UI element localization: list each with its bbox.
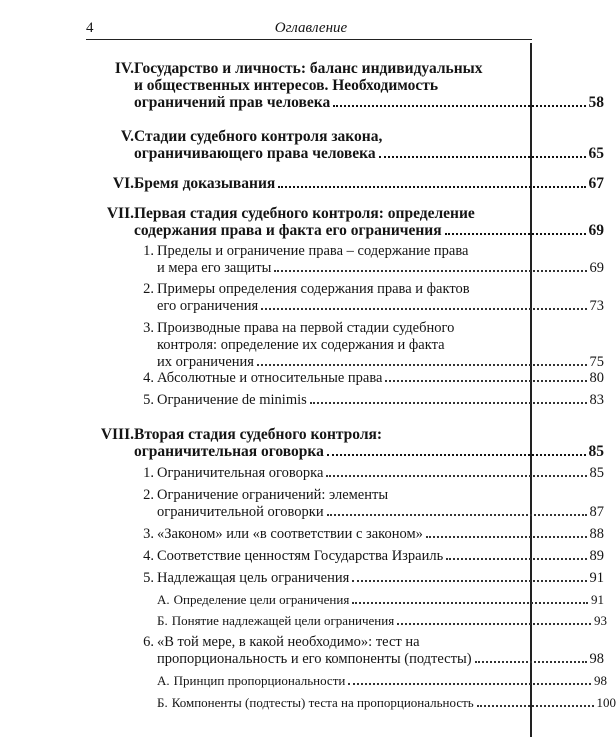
toc-section-8-5[interactable]	[134, 570, 604, 587]
dot-leader	[348, 683, 591, 685]
dot-leader	[261, 308, 586, 310]
subsection-title: Компоненты (подтесты) теста на пропорциональность	[171, 695, 474, 710]
toc-subsection-8-5-a[interactable]	[157, 592, 604, 608]
page-ref: 88	[589, 526, 604, 542]
chapter-title-line: ограничивающего права человека	[134, 145, 376, 162]
page-ref: 58	[588, 94, 604, 111]
toc-section-8-3[interactable]	[134, 526, 604, 543]
toc-subsection-8-6-a[interactable]	[157, 673, 607, 689]
chapter-title-line: Бремя доказывания	[134, 175, 276, 192]
dot-leader	[385, 380, 586, 382]
toc-section-8-2[interactable]	[134, 487, 604, 521]
dot-leader	[475, 661, 587, 663]
section-number: 2.	[143, 281, 154, 297]
section-title-line: контроля: определение их содержания и факта	[157, 337, 445, 353]
section-number: 5.	[143, 570, 154, 586]
section-title-line: Ограничение de minimis	[157, 392, 307, 408]
section-title-line: Ограничение ограничений: элементы	[157, 487, 389, 503]
subsection-title: Понятие надлежащей цели ограничения	[171, 613, 395, 628]
section-number: 1.	[143, 243, 154, 259]
dot-leader	[477, 705, 594, 707]
toc-section-7-3[interactable]	[134, 320, 604, 371]
dot-leader	[426, 536, 587, 538]
section-number: 1.	[143, 465, 154, 481]
subsection-title: Принцип пропорциональности	[173, 673, 346, 688]
section-title-line: Производные права на первой стадии судебного	[157, 320, 455, 336]
dot-leader	[257, 364, 587, 366]
chapter-number: VII.	[106, 205, 134, 222]
dot-leader	[278, 186, 585, 188]
section-title-line: Надлежащая цель ограничения	[157, 570, 350, 586]
subsection-title: Определение цели ограничения	[173, 592, 350, 607]
subsection-letter: Б.	[157, 695, 168, 710]
chapter-title-line: Стадии судебного контроля закона,	[134, 128, 383, 145]
dot-leader	[445, 233, 586, 235]
page-ref: 83	[589, 392, 604, 408]
page-header	[86, 14, 536, 36]
dot-leader	[310, 402, 587, 404]
chapter-title-line: ограничительная оговорка	[134, 443, 324, 460]
section-title-line: Абсолютные и относительные права	[157, 370, 383, 386]
toc-chapter-7[interactable]	[86, 205, 604, 241]
chapter-title-line: Первая стадия судебного контроля: определение	[134, 205, 475, 222]
toc-subsection-8-6-b[interactable]	[157, 695, 616, 711]
toc-section-8-4[interactable]	[134, 548, 604, 565]
section-title-line: их ограничения	[157, 354, 254, 370]
section-number: 4.	[143, 370, 154, 386]
page-ref: 85	[589, 465, 604, 481]
toc-section-7-5[interactable]	[134, 392, 604, 409]
section-title-line: ограничительной оговорки	[157, 504, 324, 520]
page-ref: 93	[594, 613, 607, 628]
toc-section-8-6[interactable]	[134, 634, 604, 668]
toc-chapter-5[interactable]	[86, 128, 604, 164]
page-ref: 69	[589, 260, 604, 276]
section-title-line: Примеры определения содержания права и фактов	[157, 281, 470, 297]
section-title-line: Соответствие ценностям Государства Израиль	[157, 548, 444, 564]
subsection-letter: А.	[157, 592, 170, 607]
section-title-line: его ограничения	[157, 298, 259, 314]
page-ref: 91	[589, 570, 604, 586]
dot-leader	[397, 623, 591, 625]
section-title-line: «В той мере, в какой необходимо»: тест на	[157, 634, 420, 650]
page-ref: 100	[596, 695, 616, 710]
page-ref: 89	[589, 548, 604, 564]
chapter-number: VIII.	[100, 426, 134, 443]
section-number: 4.	[143, 548, 154, 564]
section-number: 2.	[143, 487, 154, 503]
chapter-title-line: ограничений прав человека	[134, 94, 331, 111]
section-title-line: пропорциональность и его компоненты (подтесты)	[157, 651, 472, 667]
toc-subsection-8-5-b[interactable]	[157, 613, 607, 629]
dot-leader	[327, 514, 587, 516]
page-ref: 85	[588, 443, 604, 460]
page-ref: 73	[589, 298, 604, 314]
toc-frame	[86, 43, 616, 737]
dot-leader	[327, 454, 586, 456]
page-ref: 80	[589, 370, 604, 386]
dot-leader	[352, 580, 586, 582]
page-ref: 67	[588, 175, 604, 192]
page-ref: 91	[591, 592, 604, 607]
toc-chapter-6[interactable]	[86, 175, 604, 193]
subsection-letter: Б.	[157, 613, 168, 628]
dot-leader	[379, 156, 586, 158]
dot-leader	[326, 475, 586, 477]
section-title-line: Пределы и ограничение права – содержание права	[157, 243, 469, 259]
subsection-letter: А.	[157, 673, 170, 688]
chapter-title-line: содержания права и факта его ограничения	[134, 222, 442, 239]
section-number: 6.	[143, 634, 154, 650]
section-title-line: Ограничительная оговорка	[157, 465, 324, 481]
page-ref: 98	[589, 651, 604, 667]
chapter-title-line: и общественных интересов. Необходимость	[134, 77, 439, 94]
page-ref: 65	[588, 145, 604, 162]
dot-leader	[352, 602, 588, 604]
chapter-title-line: Государство и личность: баланс индивидуальных	[134, 60, 483, 77]
section-title-line: «Законом» или «в соответствии с законом»	[157, 526, 423, 542]
section-number: 3.	[143, 320, 154, 336]
toc-section-7-4[interactable]	[134, 370, 604, 387]
toc-section-7-2[interactable]	[134, 281, 604, 315]
toc-chapter-8[interactable]	[86, 426, 604, 462]
section-number: 3.	[143, 526, 154, 542]
section-title-line: и мера его защиты	[157, 260, 272, 276]
toc-section-7-1[interactable]	[134, 243, 604, 277]
chapter-number: IV.	[114, 60, 134, 77]
chapter-title-line: Вторая стадия судебного контроля:	[134, 426, 383, 443]
toc-chapter-4[interactable]	[86, 60, 604, 114]
section-number: 5.	[143, 392, 154, 408]
dot-leader	[446, 558, 586, 560]
toc-section-8-1[interactable]	[134, 465, 604, 482]
chapter-number: V.	[120, 128, 134, 145]
page-ref: 98	[594, 673, 607, 688]
chapter-number: VI.	[112, 175, 134, 192]
page-number: 4	[86, 20, 94, 36]
dot-leader	[274, 270, 586, 272]
page-ref: 87	[589, 504, 604, 520]
page-ref: 75	[589, 354, 604, 370]
dot-leader	[333, 105, 585, 107]
page-ref: 69	[588, 222, 604, 239]
running-title: Оглавление	[274, 20, 348, 36]
header-rule	[86, 39, 532, 40]
